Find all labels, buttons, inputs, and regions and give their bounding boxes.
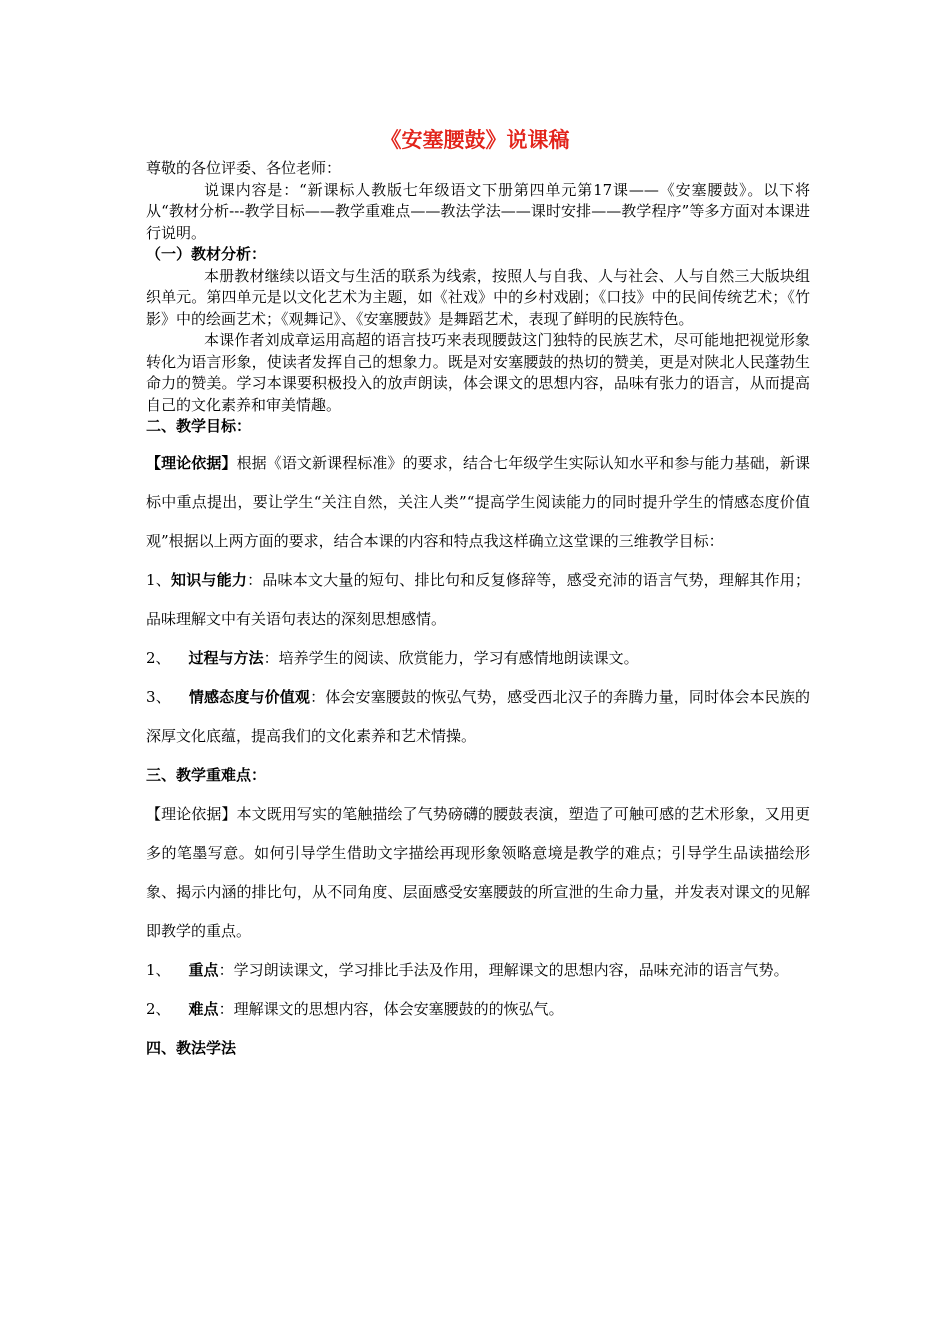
item-number: 2、: [146, 999, 171, 1018]
document-body: [146, 158, 810, 1068]
objectives-basis: [146, 444, 810, 561]
section-heading-objectives: 二、教学目标：: [146, 417, 252, 435]
objective-item: [146, 678, 810, 756]
item-label: 知识与能力: [170, 570, 248, 589]
item-text: ：品味本文大量的短句、排比句和反复修辞等，感受充沛的语言气势，理解其作用；品味理解文中有关语句表达的深刻思想感情。: [146, 570, 810, 628]
key-point-item: [146, 951, 810, 990]
key-point-item: [146, 990, 810, 1029]
item-text: ：体会安塞腰鼓的恢弘气势，感受西北汉子的奔腾力量，同时体会本民族的深厚文化底蕴，提高我们的文化素养和艺术情操。: [146, 687, 810, 745]
item-text: ：培养学生的阅读、欣赏能力，学习有感情地朗读课文。: [263, 648, 639, 667]
analysis-paragraph-1: 本册教材继续以语文与生活的联系为线索，按照人与自我、人与社会、人与自然三大版块组织单元。第四单元是以文化艺术为主题，如《社戏》中的乡村戏剧；《口技》中的民间传统艺术；《竹影》中的绘画艺术；《观舞记》、《安塞腰鼓》是舞蹈艺术，表现了鲜明的民族特色。: [146, 266, 810, 328]
section-heading-methods: 四、教法学法: [146, 1038, 237, 1057]
item-label: 过程与方法: [188, 648, 264, 667]
basis-text: 根据《语文新课程标准》的要求，结合七年级学生实际认知水平和参与能力基础，新课标中重点提出，要让学生“关注自然，关注人类”“提高学生阅读能力的同时提升学生的情感态度价值观”根据以上两方面的要求，结合本课的内容和特点我这样确立这堂课的三维教学目标：: [146, 453, 810, 550]
section-heading-analysis: （一）教材分析：: [146, 245, 267, 263]
item-number: 1、: [146, 570, 171, 589]
section-heading-key-points: 三、教学重难点：: [146, 765, 267, 784]
objective-item: [146, 639, 810, 678]
objective-item: [146, 561, 810, 639]
item-number: 3、: [146, 687, 171, 706]
item-text: ：理解课文的思想内容，体会安塞腰鼓的的恢弘气。: [218, 999, 564, 1018]
key-points-basis: 【理论依据】本文既用写实的笔触描绘了气势磅礴的腰鼓表演，塑造了可触可感的艺术形象，又用更多的笔墨写意。如何引导学生借助文字描绘再现形象领略意境是教学的难点；引导学生品读描绘形象、揭示内涵的排比句，从不同角度、层面感受安塞腰鼓的所宣泄的生命力量，并发表对课文的见解即教学的重点。: [146, 804, 810, 940]
greeting: 尊敬的各位评委、各位老师：: [146, 159, 342, 177]
item-text: ：学习朗读课文，学习排比手法及作用，理解课文的思想内容，品味充沛的语言气势。: [218, 960, 789, 979]
item-label: 情感态度与价值观: [188, 687, 311, 706]
intro-paragraph: 说课内容是：“新课标人教版七年级语文下册第四单元第17课——《安塞腰鼓》。以下将从“教材分析---教学目标——教学重难点——教法学法——课时安排——教学程序”等多方面对本课进行说明。: [146, 180, 810, 242]
basis-label: 【理论依据】: [146, 453, 237, 472]
analysis-paragraph-2: 本课作者刘成章运用高超的语言技巧来表现腰鼓这门独特的民族艺术，尽可能地把视觉形象转化为语言形象，使读者发挥自己的想象力。既是对安塞腰鼓的热切的赞美，更是对陕北人民蓬勃生命力的赞美。学习本课要积极投入的放声朗读，体会课文的思想内容，品味有张力的语言，从而提高自己的文化素养和审美情趣。: [146, 331, 810, 414]
item-label: 难点: [188, 999, 219, 1018]
page-title: 《安塞腰鼓》说课稿: [380, 128, 570, 152]
item-label: 重点: [188, 960, 219, 979]
item-number: 1、: [146, 960, 171, 979]
item-number: 2、: [146, 648, 171, 667]
